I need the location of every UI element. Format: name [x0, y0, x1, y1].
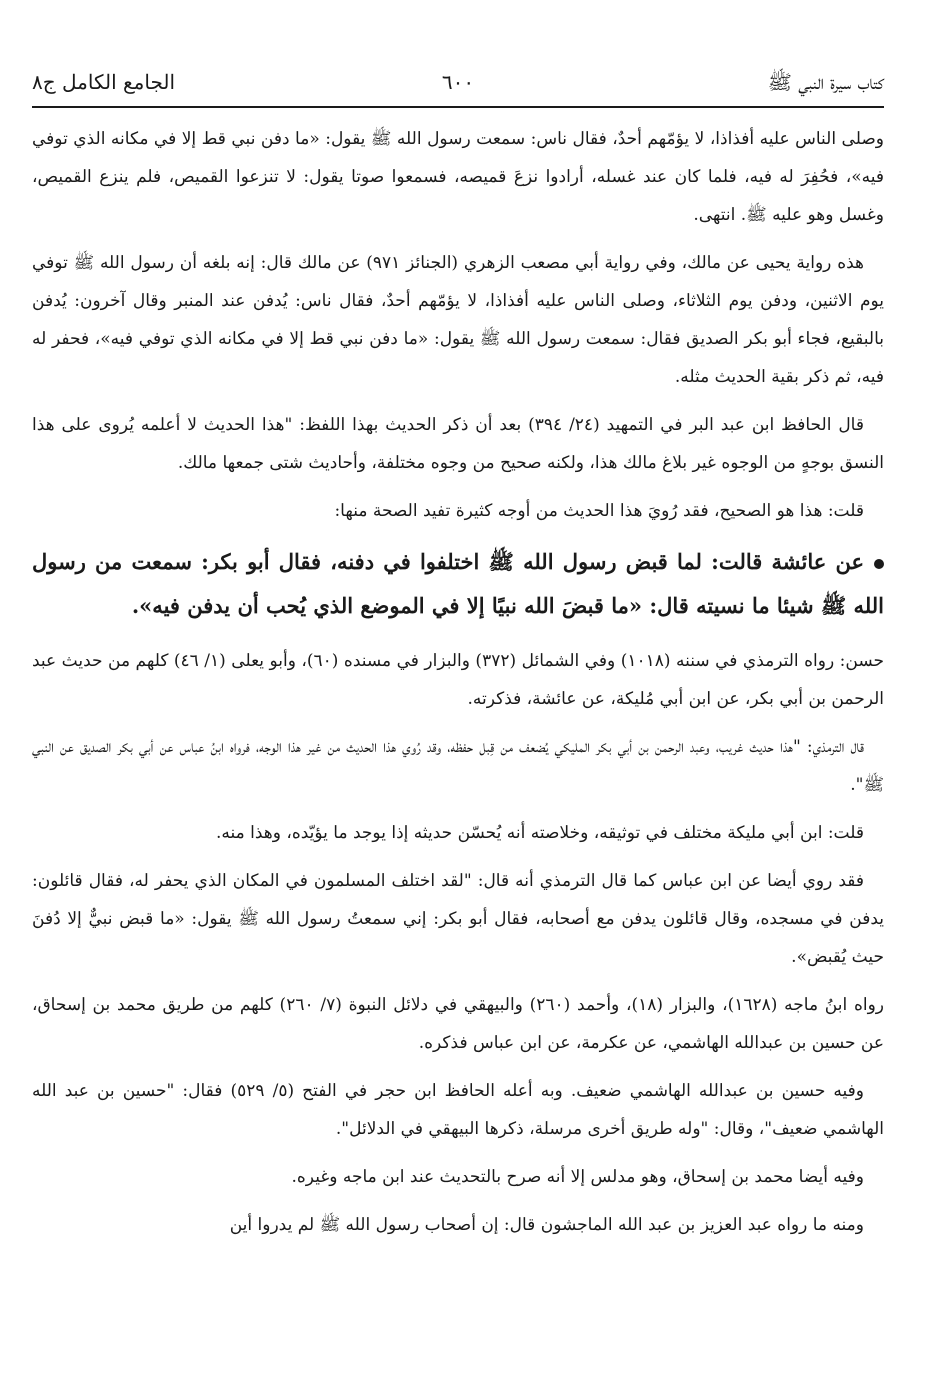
paragraph: قلت: هذا هو الصحيح، فقد رُويَ هذا الحديث من أوجه كثيرة تفيد الصحة منها:: [334, 501, 864, 521]
paragraph: حسن: رواه الترمذي في سننه (١٠١٨) وفي الشمائل (٣٧٢) والبزار في مسنده (٦٠)، وأبو يعلى (١/ ٤٦) كلهم من حديث عبد الرحمن بن أبي بكر، عن ابن أبي مُليكة، عن عائشة، فذكرته.: [32, 651, 885, 709]
paragraph: وفيه حسين بن عبدالله الهاشمي ضعيف. وبه أعله الحافظ ابن حجر في الفتح (٥/ ٥٢٩) فقال: "حسين بن عبد الله الهاشمي ضعيف"، وقال: "وله طريق أخرى مرسلة، ذكرها البيهقي في الدلائل".: [32, 1081, 884, 1139]
book-title: كتاب سيرة النبي ﷺ: [767, 70, 884, 94]
series-title: الجامع الكامل ج٨: [32, 70, 176, 94]
paragraph: رواه ابنُ ماجه (١٦٢٨)، والبزار (١٨)، وأحمد (٢٦٠) والبيهقي في دلائل النبوة (٧/ ٢٦٠) كلهم من طريق محمد بن إسحاق، عن حسين بن عبدالله الهاشمي، عن عكرمة، عن ابن عباس فذكره.: [32, 995, 884, 1053]
page: [32, 62, 884, 1254]
page-header: [32, 62, 884, 108]
hadith-body: عن عائشة قالت: لما قبض رسول الله ﷺ اختلفوا في دفنه، فقال أبو بكر: سمعت من رسول الله ﷺ شيئا ما نسيته قال: «ما قبضَ الله نبيًا إلا في الموضع الذي يُحب أن يدفن فيه».: [32, 549, 884, 618]
paragraph: قال الترمذي: "هذا حديث غريب، وعبد الرحمن بن أبي بكر المليكي يُضعف من قِبل حفظه، وقد رُوي هذا الحديث من غير هذا الوجه، فرواه ابنُ عباس عن أبي بكر الصديق عن النبي ﷺ".: [32, 737, 884, 795]
paragraph: قلت: ابن أبي مليكة مختلف في توثيقه، وخلاصته أنه يُحسّن حديثه إذا يوجد ما يؤيّده، وهذا منه.: [215, 823, 864, 843]
paragraph: هذه رواية يحيى عن مالك، وفي رواية أبي مصعب الزهري (الجنائز ٩٧١) عن مالك قال: إنه بلغه أن رسول الله ﷺ توفي يوم الاثنين، ودفن يوم الثلاثاء، وصلى الناس عليه أفذاذا، لا يؤمّهم أحدٌ، فقال ناس: يُدفن عند المنبر وقال آخرون: يُدفن بالبقيع، فجاء أبو بكر الصديق فقال: سمعت رسول الله ﷺ يقول: «ما دفن نبي قط إلا في مكانه الذي توفي فيه»، فحفر له فيه، ثم ذكر بقية الحديث مثله.: [32, 253, 884, 387]
page-number: ٦٠٠: [441, 70, 475, 94]
bullet-icon: [874, 559, 884, 569]
paragraph: وفيه أيضا محمد بن إسحاق، وهو مدلس إلا أنه صرح بالتحديث عند ابن ماجه وغيره.: [291, 1167, 864, 1187]
paragraph: ومنه ما رواه عبد العزيز بن عبد الله الماجشون قال: إن أصحاب رسول الله ﷺ لم يدروا أين: [229, 1215, 864, 1235]
paragraph: وصلى الناس عليه أفذاذا، لا يؤمّهم أحدٌ، فقال ناس: سمعت رسول الله ﷺ يقول: «ما دفن نبي قط إلا في مكانه الذي توفي فيه»، فحُفِرَ له فيه، فلما كان عند غسله، أرادوا نزعَ قميصه، فسمعوا صوتا يقول: لا تنزعوا القميص، فلم ينزع القميص، وغسل وهو عليه ﷺ. انتهى.: [32, 129, 884, 225]
hadith-text: [32, 540, 884, 628]
paragraph: قال الحافظ ابن عبد البر في التمهيد (٢٤/ ٣٩٤) بعد أن ذكر الحديث بهذا اللفظ: "هذا الحديث لا أعلمه يُروى على هذا النسق بوجهٍ من الوجوه غير بلاغ مالك هذا، ولكنه صحيح من وجوه مختلفة، وأحاديث شتى جمعها مالك.: [32, 415, 884, 473]
page-body: [32, 108, 884, 1244]
paragraph: فقد روي أيضا عن ابن عباس كما قال الترمذي أنه قال: "لقد اختلف المسلمون في المكان الذي يحفر له، فقال قائلون: يدفن في مسجده، وقال قائلون يدفن مع أصحابه، فقال أبو بكر: إني سمعتُ رسول الله ﷺ يقول: «ما قبض نبيٌّ إلا دُفنَ حيث يُقبض».: [32, 871, 884, 967]
